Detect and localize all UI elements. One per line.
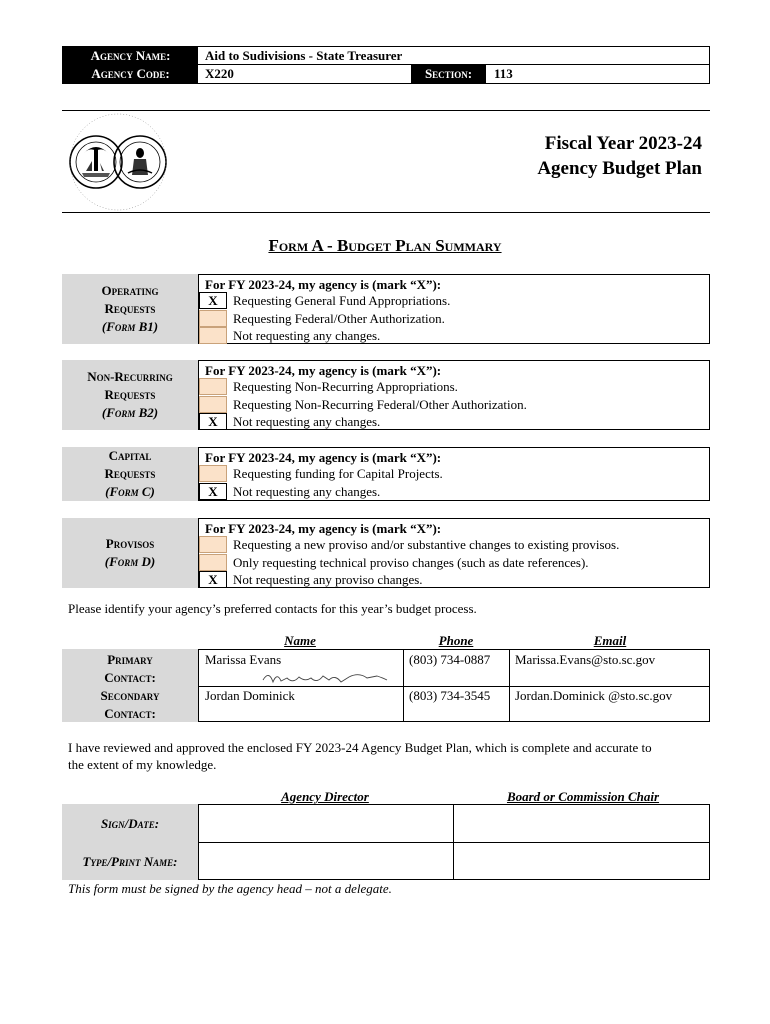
secondary-label-1: Secondary <box>100 688 160 703</box>
signature-scribble <box>259 668 389 688</box>
contacts-table <box>198 649 710 722</box>
provisos-checkbox[interactable] <box>199 536 227 553</box>
primary-label-1: Primary <box>107 652 153 667</box>
provisos-label <box>62 518 198 588</box>
director-sign-field[interactable] <box>199 805 453 842</box>
non-recurring-heading: For FY 2023-24, my agency is (mark “X”): <box>205 363 442 378</box>
budget-plan-line: Agency Budget Plan <box>537 158 702 179</box>
agency-code-row <box>63 65 709 83</box>
agency-director-header: Agency Director <box>281 789 369 804</box>
capital-label-line1: Capital <box>108 448 152 463</box>
non-recurring-label-line3: (Form B2) <box>101 405 159 420</box>
provisos-label-line1: Provisos <box>105 536 155 551</box>
non-recurring-checkbox[interactable] <box>199 378 227 395</box>
sign-date-label: Sign/Date: <box>100 816 160 831</box>
signature-table <box>198 804 710 880</box>
operating-heading: For FY 2023-24, my agency is (mark “X”): <box>205 277 442 292</box>
non-recurring-option-text: Requesting Non-Recurring Appropriations. <box>233 379 458 394</box>
agency-name-row <box>63 47 709 65</box>
capital-option-text: Requesting funding for Capital Projects. <box>233 466 443 481</box>
non-recurring-option[interactable] <box>199 396 709 413</box>
agency-code-value: X220 <box>205 66 234 81</box>
capital-option[interactable] <box>199 465 709 482</box>
operating-option[interactable] <box>199 310 709 327</box>
provisos-checkbox[interactable]: X <box>199 571 227 588</box>
operating-option[interactable] <box>199 327 709 344</box>
capital-requests-label <box>62 447 198 501</box>
non-recurring-checkbox[interactable]: X <box>199 413 227 430</box>
capital-label-line3: (Form C) <box>105 484 155 499</box>
operating-checkbox[interactable] <box>199 310 227 327</box>
secondary-email[interactable]: Jordan.Dominick @sto.sc.gov <box>515 688 673 703</box>
director-name-field[interactable] <box>199 843 453 879</box>
form-title-text: Form A - Budget Plan Summary <box>268 236 502 255</box>
operating-option-text: Not requesting any changes. <box>233 328 381 343</box>
form-title <box>0 236 770 256</box>
chair-sign-field[interactable] <box>454 805 709 842</box>
non-recurring-checkbox[interactable] <box>199 396 227 413</box>
operating-option-text: Requesting Federal/Other Authorization. <box>233 311 445 326</box>
agency-code-label: Agency Code: <box>63 65 198 83</box>
provisos-checkbox[interactable] <box>199 554 227 571</box>
capital-label-line2: Requests <box>104 466 156 481</box>
bottom-rule <box>62 212 710 213</box>
provisos-box <box>198 518 710 588</box>
non-recurring-option[interactable] <box>199 413 709 430</box>
provisos-option-text: Only requesting technical proviso changes (such as date references). <box>233 555 589 570</box>
footnote: This form must be signed by the agency head – not a delegate. <box>68 881 392 896</box>
contacts-intro: Please identify your agency’s preferred contacts for this year’s budget process. <box>68 601 477 616</box>
approval-line-2: the extent of my knowledge. <box>68 757 217 772</box>
provisos-heading: For FY 2023-24, my agency is (mark “X”): <box>205 521 442 536</box>
capital-option[interactable] <box>199 483 709 500</box>
board-chair-header: Board or Commission Chair <box>506 789 660 804</box>
capital-option-text: Not requesting any changes. <box>233 484 381 499</box>
section-label: Section: <box>411 65 486 83</box>
operating-requests-label <box>62 274 198 344</box>
chair-name-field[interactable] <box>454 843 709 879</box>
secondary-phone[interactable]: (803) 734-3545 <box>409 688 491 703</box>
provisos-option-text: Not requesting any proviso changes. <box>233 572 423 587</box>
provisos-option[interactable] <box>199 536 709 553</box>
non-recurring-label-line2: Requests <box>104 387 156 402</box>
col-name-header: Name <box>284 633 316 648</box>
operating-label-line3: (Form B1) <box>101 319 159 334</box>
section-value: 113 <box>494 66 513 81</box>
primary-label-2: Contact: <box>104 670 156 685</box>
primary-email[interactable]: Marissa.Evans@sto.sc.gov <box>515 652 656 667</box>
operating-option-text: Requesting General Fund Appropriations. <box>233 293 451 308</box>
non-recurring-requests-box <box>198 360 710 430</box>
operating-checkbox[interactable]: X <box>199 292 227 309</box>
agency-header-table <box>62 46 710 84</box>
provisos-option[interactable] <box>199 571 709 588</box>
non-recurring-option[interactable] <box>199 378 709 395</box>
provisos-option[interactable] <box>199 554 709 571</box>
capital-checkbox[interactable] <box>199 465 227 482</box>
top-rule <box>62 110 710 111</box>
non-recurring-label-line1: Non-Recurring <box>87 369 173 384</box>
fiscal-year-title <box>537 131 702 181</box>
non-recurring-option-text: Not requesting any changes. <box>233 414 381 429</box>
col-phone-header: Phone <box>438 633 474 648</box>
operating-option[interactable] <box>199 292 709 309</box>
secondary-name[interactable]: Jordan Dominick <box>205 688 295 703</box>
agency-name-label: Agency Name: <box>63 47 198 64</box>
non-recurring-requests-label <box>62 360 198 430</box>
capital-checkbox[interactable]: X <box>199 483 227 500</box>
approval-line-1: I have reviewed and approved the enclosed FY 2023-24 Agency Budget Plan, which is complete and accurate to <box>68 740 652 755</box>
operating-requests-box <box>198 274 710 344</box>
type-print-name-label: Type/Print Name: <box>82 854 178 869</box>
fiscal-year-line: Fiscal Year 2023-24 <box>544 133 702 154</box>
contact-labels <box>62 649 198 722</box>
operating-label-line1: Operating <box>101 283 159 298</box>
capital-requests-box <box>198 447 710 501</box>
provisos-option-text: Requesting a new proviso and/or substantive changes to existing provisos. <box>233 537 620 552</box>
col-email-header: Email <box>593 633 627 648</box>
agency-name-value: Aid to Sudivisions - State Treasurer <box>205 48 403 63</box>
primary-phone[interactable]: (803) 734-0887 <box>409 652 491 667</box>
provisos-label-line2: (Form D) <box>104 554 156 569</box>
state-seal-icon <box>68 113 168 211</box>
secondary-label-2: Contact: <box>104 706 156 721</box>
operating-label-line2: Requests <box>104 301 156 316</box>
operating-checkbox[interactable] <box>199 327 227 344</box>
non-recurring-option-text: Requesting Non-Recurring Federal/Other Authorization. <box>233 397 527 412</box>
sign-labels <box>62 804 198 880</box>
primary-name[interactable]: Marissa Evans <box>205 652 282 667</box>
capital-heading: For FY 2023-24, my agency is (mark “X”): <box>205 450 442 465</box>
